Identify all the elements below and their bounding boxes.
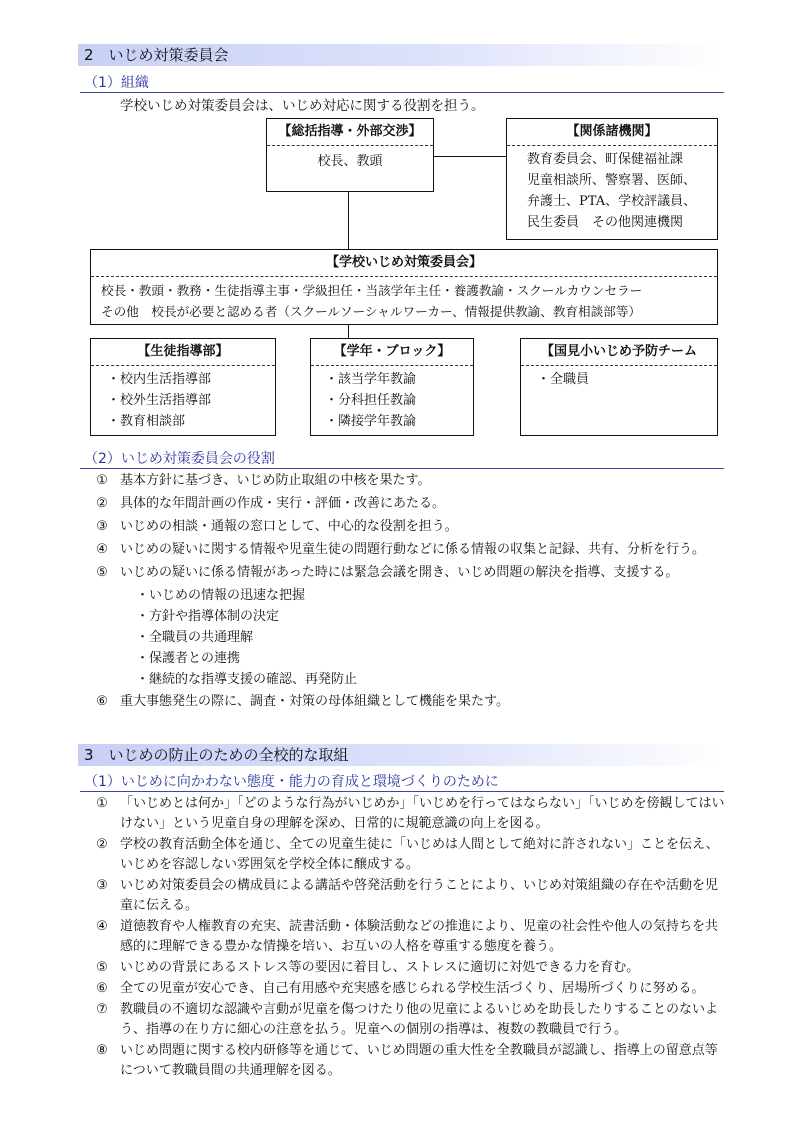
list-item: ⑥ 全ての児童が安心でき、自己有用感や充実感を感じられる学校生活づくり、居場所づくりに努める。 <box>96 981 705 996</box>
box-student-guidance-title: 【生徒指導部】 <box>91 339 275 366</box>
student-guidance-item: ・校内生活指導部 <box>107 372 212 387</box>
committee-members-line: 校長・教頭・教務・生徒指導主事・学級担任・当該学年主任・養護教諭・スクールカウンセラー <box>101 283 643 298</box>
initiatives-list <box>90 794 730 1081</box>
list-item: ③ いじめの相談・通報の窓口として、中心的な役割を担う。 <box>96 519 458 534</box>
sub-list-item: ・継続的な指導支援の確認、再発防止 <box>136 672 358 687</box>
list-item: ⑤ いじめの背景にあるストレス等の要因に着目し、ストレスに適切に対処できる力を育む。 <box>96 960 640 975</box>
grade-block-item: ・該当学年教諭 <box>325 372 417 387</box>
box-general-direction-body: 校長、教頭 <box>317 154 383 169</box>
committee-members-line: その他 校長が必要と認める者（スクールソーシャルワーカー、情報提供教諭、教育相談部等） <box>101 304 642 319</box>
sub-list-item: ・方針や指導体制の決定 <box>136 609 280 624</box>
student-guidance-item: ・校外生活指導部 <box>107 393 212 408</box>
connector-line <box>348 325 349 338</box>
box-school-committee-title: 【学校いじめ対策委員会】 <box>91 250 717 277</box>
section-3-subheader: （1）いじめに向かわない態度・能力の育成と環境づくりのために <box>80 772 724 792</box>
box-prevention-team <box>520 338 718 436</box>
list-item: ① 基本方針に基づき、いじめ防止取組の中核を果たす。 <box>96 473 431 488</box>
list-item: ⑥ 重大事態発生の際に、調査・対策の母体組織として機能を果たす。 <box>96 694 509 709</box>
prevention-team-item: ・全職員 <box>537 372 590 387</box>
agency-line: 教育委員会、町保健福祉課 <box>527 152 684 167</box>
agency-line: 弁護士、PTA、学校評議員、 <box>527 194 697 209</box>
student-guidance-item: ・教育相談部 <box>107 414 186 429</box>
list-item: ② 具体的な年間計画の作成・実行・評価・改善にあたる。 <box>96 496 446 511</box>
list-item: ⑦ 教職員の不適切な認識や言動が児童を傷つけたり他の児童によるいじめを助長したりすることのないよう、指導の在り方に細心の注意を払う。児童への個別の指導は、複数の教職員で行う。 <box>96 1002 719 1037</box>
list-item: ④ 道徳教育や人権教育の充実、読書活動・体験活動などの推進により、児童の社会性や他人の気持ちを共感的に理解できる豊かな情操を培い、お互いの人格を尊重する態度を養う。 <box>96 919 719 954</box>
list-item: ③ いじめ対策委員会の構成員による講話や啓発活動を行うことにより、いじめ対策組織の存在や活動を児童に伝える。 <box>96 878 719 913</box>
section-3-header: 3 いじめの防止のための全校的な取組 <box>78 744 723 766</box>
intro-text: 学校いじめ対策委員会は、いじめ対応に関する役割を担う。 <box>120 98 485 114</box>
box-general-direction-title: 【総括指導・外部交渉】 <box>267 119 433 146</box>
sub-list-item: ・いじめの情報の迅速な把握 <box>136 588 306 603</box>
box-general-direction <box>266 118 434 192</box>
list-item: ④ いじめの疑いに関する情報や児童生徒の問題行動などに係る情報の収集と記録、共有、分析を行う。 <box>96 542 706 557</box>
box-grade-block-title: 【学年・ブロック】 <box>311 339 473 366</box>
box-related-agencies-title: 【関係諸機関】 <box>507 119 717 146</box>
list-item: ② 学校の教育活動全体を通じ、全ての児童生徒に「いじめは人間として絶対に許されない」ことを伝え、いじめを容認しない雰囲気を学校全体に醸成する。 <box>96 837 719 872</box>
grade-block-item: ・隣接学年教論 <box>325 414 417 429</box>
box-student-guidance <box>90 338 276 436</box>
box-related-agencies <box>506 118 718 240</box>
organization-subheader: （1）組織 <box>80 73 724 93</box>
box-school-committee <box>90 249 718 325</box>
roles-subheader: （2）いじめ対策委員会の役割 <box>80 449 724 469</box>
list-item: ⑧ いじめ問題に関する校内研修等を通じて、いじめ問題の重大性を全教職員が認識し、指導上の留意点等について教職員間の共通理解を図る。 <box>96 1043 718 1078</box>
list-item: ⑤ いじめの疑いに係る情報があった時には緊急会議を開き、いじめ問題の解決を指導、支援する。 <box>96 565 679 580</box>
agency-line: 民生委員 その他関連機関 <box>527 215 684 230</box>
box-grade-block <box>310 338 474 436</box>
roles-list <box>90 471 730 712</box>
sub-list-item: ・全職員の共通理解 <box>136 630 254 645</box>
sub-list-item: ・保護者との連携 <box>136 651 241 666</box>
connector-line <box>348 192 349 249</box>
connector-line <box>434 156 506 157</box>
section-2-header: 2 いじめ対策委員会 <box>78 44 723 66</box>
list-item: ① 「いじめとは何か」「どのような行為がいじめか」「いじめを行ってはならない」「いじめを傍観してはいけない」という児童自身の理解を深め、日常的に規範意識の向上を図る。 <box>96 796 725 831</box>
box-prevention-team-title: 【国見小いじめ予防チーム <box>521 339 717 366</box>
grade-block-item: ・分科担任教論 <box>325 393 417 408</box>
agency-line: 児童相談所、警察署、医師、 <box>527 173 697 188</box>
